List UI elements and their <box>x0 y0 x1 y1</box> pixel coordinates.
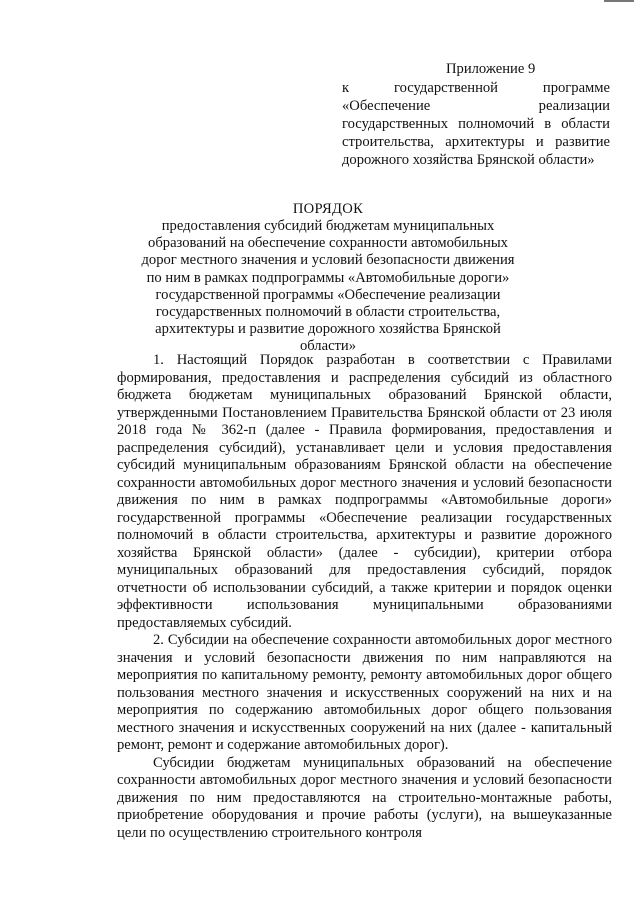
appendix-text: к государственной программе «Обеспечение реализации государственных полномочий в области строительства, архитектуры и развитие дорожного хозяйства Брянской области» <box>342 80 610 168</box>
paragraph-3: Субсидии бюджетам муниципальных образований на обеспечение сохранности автомобильных дорог местного значения и условий безопасности движения по ним предоставляются на строительно-монтажные работы, приобретение оборудования и прочие работы (услуги), на вышеуказанные цели по осуществлению строительного контроля <box>117 754 612 841</box>
paragraph-1: 1. Настоящий Порядок разработан в соответствии с Правилами формирования, предоставления и распределения субсидий из областного бюджета бюджетам муниципальных образований Брянской области, утвержденными Постановлением Правительства Брянской области от 23 июля 2018 года № 362-п (далее - Правила формирования, предоставления и распределения субсидий), устанавливает цели и условия предоставления субсидий муниципальным образованиям Брянской области на обеспечение сохранности автомобильных дорог местного значения и условий безопасности движения по ним в рамках подпрограммы «Автомобильные дороги» государственной программы «Обеспечение реализации государственных полномочий в области строительства, архитектуры и развитие дорожного хозяйства Брянской области» (далее - субсидии), критерии отбора муниципальных образований для предоставления субсидий, порядок отчетности об использовании субсидий, а также критерии и порядок оценки эффективности использования муниципальными образованиями предоставляемых субсидий. <box>117 352 612 631</box>
appendix-block <box>342 60 610 169</box>
appendix-number: Приложение 9 <box>446 61 536 77</box>
scan-corner-mark <box>604 0 634 2</box>
paragraph-2: 2. Субсидии на обеспечение сохранности автомобильных дорог местного значения и условий безопасности движения по ним направляются на мероприятия по капитальному ремонту, ремонту автомобильных дорог общего пользования местного значения и искусственных сооружений на них и на мероприятия по содержанию автомобильных дорог общего пользования местного значения и искусственных сооружений на них (далее - капитальный ремонт, ремонт и содержание автомобильных дорог). <box>117 632 612 753</box>
document-subtitle: предоставления субсидий бюджетам муниципальных образований на обеспечение сохранности автомобильных дорог местного значения и условий безопасности движения по ним в рамках подпрограммы «Автомобильные дороги» государственной программы «Обеспечение реализации государственных полномочий в области строительства, архитектуры и развитие дорожного хозяйства Брянской области» <box>141 218 515 355</box>
document-title: ПОРЯДОК <box>292 201 364 217</box>
document-body <box>117 352 612 842</box>
